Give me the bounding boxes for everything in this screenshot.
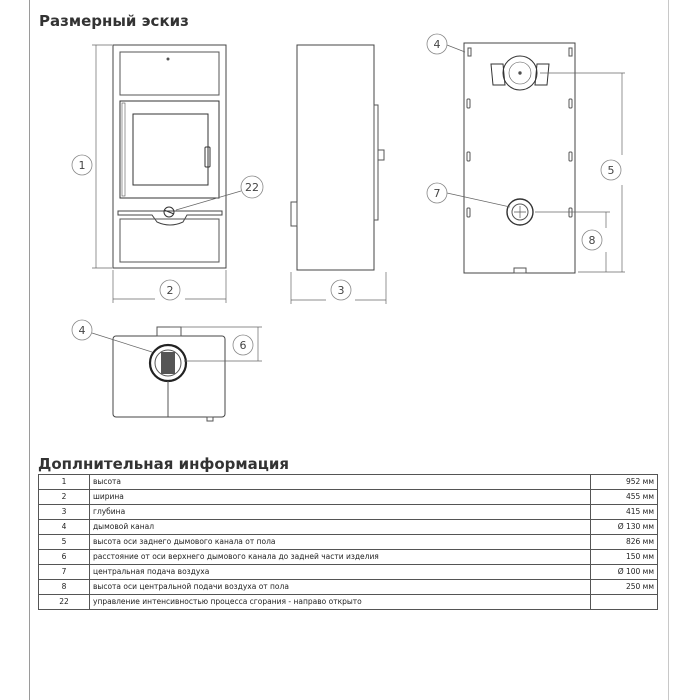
callout-2: 2 — [166, 284, 174, 297]
top-view — [113, 327, 225, 421]
table-row — [39, 595, 658, 610]
row-description: высота — [90, 475, 591, 490]
row-number: 1 — [39, 475, 90, 490]
table-row — [39, 580, 658, 595]
row-number: 6 — [39, 550, 90, 565]
row-number: 22 — [39, 595, 90, 610]
callout-6: 6 — [239, 339, 247, 352]
row-number: 2 — [39, 490, 90, 505]
table-row — [39, 565, 658, 580]
row-description: дымовой канал — [90, 520, 591, 535]
callout-3: 3 — [337, 284, 345, 297]
row-value: 952 мм — [591, 475, 658, 490]
info-heading: Доплнительная информация — [38, 455, 290, 473]
table-row — [39, 535, 658, 550]
spec-table — [38, 474, 658, 610]
table-row — [39, 475, 658, 490]
row-value: Ø 100 мм — [591, 565, 658, 580]
row-value: Ø 130 мм — [591, 520, 658, 535]
front-view — [113, 45, 226, 268]
row-description: высота оси центральной подачи воздуха от пола — [90, 580, 591, 595]
dimension-1-height — [92, 45, 112, 268]
side-view — [291, 45, 384, 270]
row-description: глубина — [90, 505, 591, 520]
callout-7: 7 — [433, 187, 441, 200]
sketch-heading: Размерный эскиз — [39, 12, 189, 30]
table-row — [39, 550, 658, 565]
callout-22: 22 — [245, 181, 259, 194]
table-row — [39, 520, 658, 535]
row-value — [591, 595, 658, 610]
callout-5: 5 — [607, 164, 615, 177]
row-description: центральная подача воздуха — [90, 565, 591, 580]
row-value: 826 мм — [591, 535, 658, 550]
callout-4-rear: 4 — [433, 38, 441, 51]
rear-view — [464, 43, 575, 273]
row-value: 455 мм — [591, 490, 658, 505]
callout-4-top: 4 — [78, 324, 86, 337]
row-description: управление интенсивностью процесса сгорания - направо открыто — [90, 595, 591, 610]
row-description: ширина — [90, 490, 591, 505]
table-row — [39, 490, 658, 505]
table-row — [39, 505, 658, 520]
row-number: 7 — [39, 565, 90, 580]
row-value: 415 мм — [591, 505, 658, 520]
row-number: 3 — [39, 505, 90, 520]
callout-8: 8 — [588, 234, 596, 247]
callout-1: 1 — [78, 159, 86, 172]
row-number: 4 — [39, 520, 90, 535]
row-description: высота оси заднего дымового канала от пола — [90, 535, 591, 550]
row-value: 250 мм — [591, 580, 658, 595]
row-number: 5 — [39, 535, 90, 550]
row-number: 8 — [39, 580, 90, 595]
dimension-8-air-height — [535, 212, 610, 272]
row-value: 150 мм — [591, 550, 658, 565]
row-description: расстояние от оси верхнего дымового канала до задней части изделия — [90, 550, 591, 565]
